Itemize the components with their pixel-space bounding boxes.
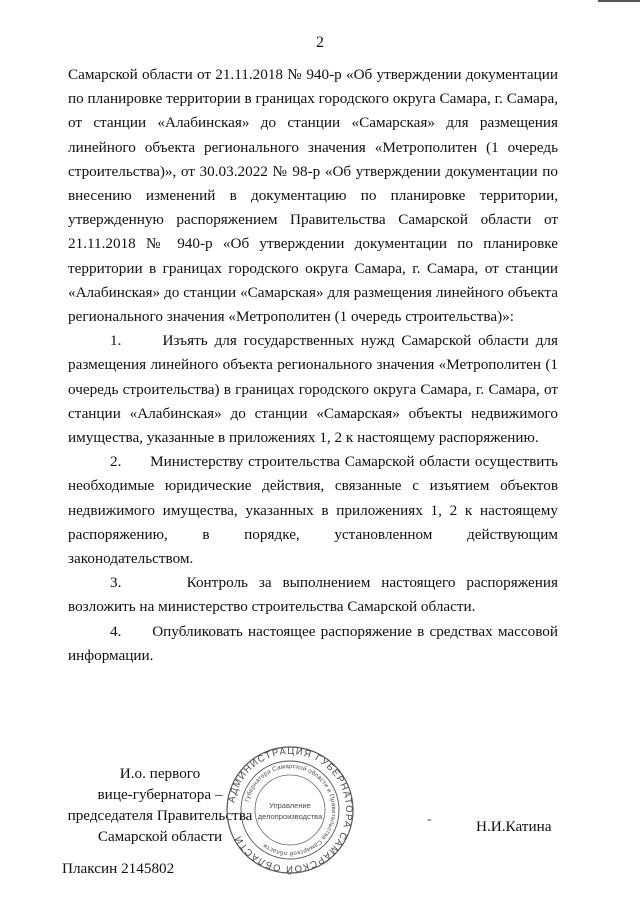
clause-1: 1. Изъять для государственных нужд Самарской области для размещения линейного объекта регионального значения «Метрополитен (1 очередь строительства) в границах городского округа Самара, г. Самара, от станции «Алабинская» до станции «Самарская» объекты недвижимого имущества, указанные в приложениях 1, 2 к настоящему распоряжению. [68,332,558,447]
clause-4: 4. Опубликовать настоящее распоряжение в средствах массовой информации. [68,622,558,664]
document-body [68,63,558,668]
signatory-position-line: вице-губернатора – [97,786,223,803]
clause-2: 2. Министерству строительства Самарской области осуществить необходимые юридические действия, связанные с изъятием объектов недвижимого имущества, указанных в приложениях 1, 2 к настоящему распоряжению, в порядке, установленном действующим законодательством. [68,453,558,568]
signatory-position-line: председателя Правительства [67,807,253,824]
seal-center-line: делопроизводства [257,812,323,821]
page-number: 2 [316,34,324,51]
seal-center-line: Управление [269,801,311,810]
signatory-position-line: И.о. первого [119,765,201,782]
svg-text:Губернатора Самарской области [244,763,337,857]
scan-edge-mark [598,0,640,2]
signature-mark: - [427,812,432,827]
signatory-name: Н.И.Катина [476,818,552,835]
signatory-position-line: Самарской области [97,828,223,845]
official-seal [225,745,355,875]
intro-paragraph: Самарской области от 21.11.2018 № 940-р «Об утверждении документации по планировке территории в границах городского округа Самара, г. Самара, от станции «Алабинская» до станции «Самарская» для размещения линейного объекта регионального значения «Метрополитен (1 очередь строительства)», от 30.03.2022 № 98-р «Об утверждении документации по внесению изменений в документацию по планировке территории, утвержденную распоряжением Правительства Самарской области от 21.11.2018 № 940-р «Об утверждении документации по планировке территории в границах городского округа Самара, г. Самара, от станции «Алабинская» до станции «Самарская» для размещения линейного объекта регионального значения «Метрополитен (1 очередь строительства)»: [68,66,558,326]
seal-inner-text: Губернатора Самарской области и Правительства Самарской области [243,762,338,858]
seal-outer-text: АДМИНИСТРАЦИЯ ГУБЕРНАТОРА САМАРСКОЙ ОБЛАСТИ [226,745,355,875]
clause-3: 3. Контроль за выполнением настоящего распоряжения возложить на министерство строительства Самарской области. [68,574,558,616]
executor-line: Плаксин 2145802 [62,860,175,877]
